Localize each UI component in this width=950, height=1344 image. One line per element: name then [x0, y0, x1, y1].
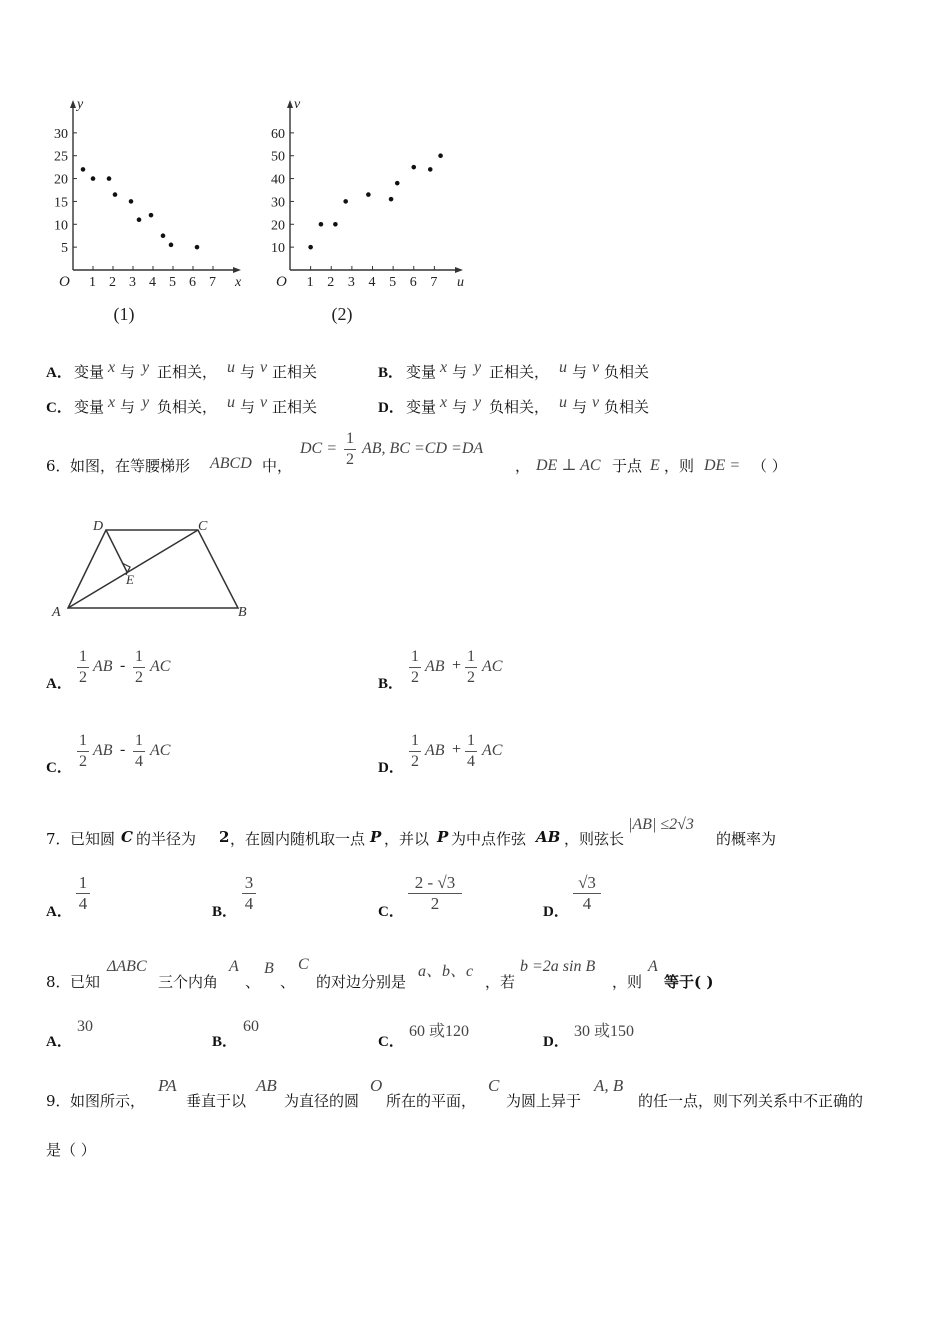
- q7-option-label-d: D．: [543, 904, 569, 920]
- plot-2-x-tick-label: 3: [347, 275, 355, 290]
- plot-1-point-4: [113, 192, 118, 197]
- q7-text-5: 为中点作弦: [451, 830, 527, 848]
- q6-option-label-c: C．: [46, 760, 72, 776]
- q5-option-text-c: 变量: [74, 398, 105, 416]
- q5-option-var-c: x: [108, 394, 116, 411]
- q6-operator-c: -: [120, 741, 126, 758]
- q8-angle-c: C: [298, 956, 309, 973]
- q5-option-var-a: u: [227, 359, 235, 376]
- plot-2-y-tick-label: 10: [271, 241, 285, 257]
- q6-vector-ab-b: AB: [425, 658, 445, 675]
- q6-condition-fraction: [344, 430, 356, 469]
- fraction-bar: [344, 449, 356, 450]
- q6-perpendicular: DE ⊥ AC: [536, 457, 601, 474]
- plot-1-point-2: [91, 176, 96, 181]
- plot-1-origin-label: O: [59, 274, 70, 290]
- label-b: B: [238, 605, 247, 620]
- q8-text-4: 、: [280, 973, 296, 991]
- q6-operator-b: +: [452, 657, 462, 674]
- q6-option-fraction-1-a: [77, 648, 89, 687]
- q8-option-value-d: 30 或150: [574, 1023, 635, 1040]
- denominator: 4: [582, 894, 592, 913]
- plot-2-origin-label: O: [276, 274, 287, 290]
- fraction-bar: [465, 751, 477, 752]
- q5-option-text-a: 正相关: [272, 363, 318, 381]
- plot-1-point-3: [107, 176, 112, 181]
- q7-circle-c: C: [121, 828, 133, 846]
- plot-2-y-tick-label: 30: [271, 195, 285, 211]
- q6-option-fraction-2-d: [465, 732, 477, 771]
- numerator: 3: [244, 873, 254, 892]
- plot-1-caption: (1): [113, 304, 135, 324]
- q9-diameter-ab: AB: [256, 1076, 277, 1095]
- q5-option-var-b: v: [592, 359, 600, 376]
- plot-2-point-3: [333, 222, 338, 227]
- plot-1-x-label: x: [235, 275, 242, 290]
- label-d: D: [93, 519, 104, 534]
- denominator: 2: [79, 669, 87, 686]
- q6-vector-ac-b: AC: [482, 658, 503, 675]
- plot-2-y-tick-label: 20: [271, 218, 285, 234]
- q5-option-label-d: D．: [378, 400, 404, 416]
- numerator: 1: [411, 648, 419, 665]
- q8-text-3: 、: [245, 973, 261, 991]
- q6-option-fraction-2-a: [133, 648, 145, 687]
- q5-option-var-b: u: [559, 359, 567, 376]
- plot-2-x-tick-label: 1: [306, 275, 314, 290]
- q6-text-2: 中，: [262, 457, 293, 475]
- q6-vector-ac-c: AC: [150, 742, 171, 759]
- numerator: √3: [578, 873, 596, 892]
- plot-1-point-9: [169, 243, 174, 248]
- plot-1-point-7: [149, 213, 154, 218]
- q5-option-var-a: y: [142, 359, 150, 376]
- q9-point-c: C: [488, 1076, 500, 1095]
- q7-option-fraction-c: [408, 874, 462, 913]
- q8-text-2: 三个内角: [158, 973, 219, 991]
- denominator: 2: [430, 894, 440, 913]
- plot-2-point-8: [411, 165, 416, 170]
- q6-vector-ab-a: AB: [93, 658, 113, 675]
- q5-option-text-b: 与: [452, 363, 468, 381]
- q6-de-expression: DE =: [704, 457, 741, 474]
- q6-condition-rest: AB, BC =CD =DA: [362, 440, 484, 457]
- q5-option-var-b: y: [474, 359, 482, 376]
- plot-1-point-5: [129, 199, 134, 204]
- q6-text-3: ，: [515, 457, 531, 475]
- q6-number: 6．: [46, 457, 71, 475]
- q6-option-label-b: B．: [378, 676, 404, 692]
- plot-2-x-arrow: [455, 267, 463, 273]
- q8-angle-a2: A: [648, 958, 658, 975]
- denominator: 4: [78, 894, 88, 913]
- q7-number: 7．: [46, 830, 71, 848]
- plot-1-y-tick-label: 5: [61, 241, 68, 257]
- q9-text-line2: 是（ ）: [46, 1141, 96, 1159]
- q5-option-text-a: 与: [120, 363, 136, 381]
- q6-text-5: ，则: [664, 457, 695, 475]
- q5-option-var-c: y: [142, 394, 150, 411]
- plot-2-point-10: [438, 153, 443, 158]
- q7-option-fraction-b: [242, 874, 256, 913]
- denominator: 2: [411, 669, 419, 686]
- plot-1-y-tick-label: 15: [54, 195, 68, 211]
- q5-option-var-d: u: [559, 394, 567, 411]
- q8-option-value-b: 60: [243, 1018, 259, 1035]
- q9-circle-o: O: [370, 1076, 383, 1095]
- q6-vector-ac-a: AC: [150, 658, 171, 675]
- numerator: 2 - √3: [414, 873, 456, 892]
- q5-option-text-b: 变量: [406, 363, 437, 381]
- q5-option-label-a: A．: [46, 365, 72, 381]
- plot-1-y-tick-label: 30: [54, 126, 68, 142]
- plot-1-x-arrow: [233, 267, 241, 273]
- q5-option-text-c: 正相关: [272, 398, 318, 416]
- q8-text-8: 等于( ): [664, 973, 714, 991]
- plot-2-point-6: [389, 197, 394, 202]
- q6-option-fraction-1-b: [409, 648, 421, 687]
- plot-2-x-label: u: [457, 275, 464, 290]
- q5-option-var-d: y: [474, 394, 482, 411]
- label-a: A: [52, 605, 61, 620]
- q8-option-label-a: A．: [46, 1034, 72, 1050]
- q9-line-pa: PA: [158, 1076, 177, 1095]
- q6-vector-ab-d: AB: [425, 742, 445, 759]
- numerator: 1: [467, 648, 475, 665]
- q6-condition-denominator: 2: [346, 451, 354, 468]
- segment-de: [106, 530, 127, 572]
- q5-option-text-d: 负相关，: [489, 398, 550, 416]
- fraction-bar: [409, 667, 421, 668]
- q8-text-7: ，则: [612, 973, 643, 991]
- q5-option-var-d: v: [592, 394, 600, 411]
- plot-2-x-tick-label: 4: [368, 275, 376, 290]
- label-e: E: [126, 572, 134, 587]
- q7-option-fraction-d: [573, 874, 601, 913]
- q6-option-fraction-1-c: [77, 732, 89, 771]
- plot-2-point-1: [308, 245, 313, 250]
- q7-chord-ab: AB: [536, 828, 561, 846]
- q5-option-text-b: 与: [572, 363, 588, 381]
- q7-option-fraction-a: [76, 874, 90, 913]
- numerator: 1: [135, 648, 143, 665]
- q7-point-p1: P: [370, 828, 382, 846]
- q6-trapezoid-name: ABCD: [210, 455, 252, 472]
- q7-option-label-a: A．: [46, 904, 72, 920]
- q8-triangle: ΔABC: [107, 958, 147, 975]
- q5-option-var-a: x: [108, 359, 116, 376]
- plot-1-x-tick-label: 4: [149, 275, 156, 290]
- q6-vector-ab-c: AB: [93, 742, 113, 759]
- q7-option-label-b: B．: [212, 904, 238, 920]
- q6-option-fraction-2-c: [133, 732, 145, 771]
- q8-equation: b =2a sin B: [520, 958, 596, 975]
- q6-text-1: 如图，在等腰梯形: [70, 457, 191, 475]
- fraction-bar: [409, 751, 421, 752]
- q8-number: 8．: [46, 973, 71, 991]
- q8-angle-b: B: [264, 960, 274, 977]
- q6-operator-d: +: [452, 741, 462, 758]
- q9-text-5: 为圆上异于: [506, 1092, 582, 1110]
- q9-text-1: 如图所示，: [70, 1092, 146, 1110]
- q7-point-p2: P: [437, 828, 449, 846]
- q5-option-text-c: 与: [240, 398, 256, 416]
- q6-condition-numerator: 1: [346, 430, 354, 447]
- q8-option-value-a: 30: [77, 1018, 93, 1035]
- denominator: 2: [411, 753, 419, 770]
- plot-1-y-tick-label: 10: [54, 218, 68, 234]
- label-c: C: [198, 519, 208, 534]
- plot-2-y-arrow: [287, 100, 293, 108]
- q9-text-4: 所在的平面，: [386, 1092, 477, 1110]
- q6-option-label-d: D．: [378, 760, 404, 776]
- plot-2-x-tick-label: 5: [389, 275, 397, 290]
- fraction-bar: [465, 667, 477, 668]
- plot-2-x-tick-label: 7: [430, 275, 438, 290]
- plot-2-y-tick-label: 40: [271, 172, 285, 188]
- fraction-bar: [133, 751, 145, 752]
- q9-points-ab: A, B: [594, 1076, 624, 1095]
- plot-1-point-8: [161, 233, 166, 238]
- q6-text-4: 于点: [612, 457, 643, 475]
- plot-1-y-tick-label: 25: [54, 149, 68, 165]
- q5-option-text-d: 与: [452, 398, 468, 416]
- q8-text-5: 的对边分别是: [316, 973, 407, 991]
- q6-option-label-a: A．: [46, 676, 72, 692]
- q5-option-text-b: 负相关: [604, 363, 650, 381]
- numerator: 1: [467, 732, 475, 749]
- denominator: 2: [467, 669, 475, 686]
- q5-option-text-d: 与: [572, 398, 588, 416]
- plot-1-x-tick-label: 5: [169, 275, 176, 290]
- q7-option-label-c: C．: [378, 904, 404, 920]
- q8-text-6: ，若: [485, 973, 516, 991]
- plot-2-point-2: [319, 222, 324, 227]
- plot-2-y-label: v: [294, 97, 301, 112]
- plot-1-point-10: [195, 245, 200, 250]
- q9-text-2: 垂直于以: [186, 1092, 247, 1110]
- q8-option-value-c: 60 或120: [409, 1023, 470, 1040]
- q6-option-fraction-1-d: [409, 732, 421, 771]
- q6-vector-ac-d: AC: [482, 742, 503, 759]
- plot-2-y-tick-label: 60: [271, 126, 285, 142]
- denominator: 4: [135, 753, 143, 770]
- q9-number: 9．: [46, 1092, 71, 1110]
- q5-option-var-d: x: [440, 394, 448, 411]
- plot-2-point-7: [395, 181, 400, 186]
- plot-1-y-label: y: [77, 97, 84, 112]
- plot-2-point-5: [366, 192, 371, 197]
- numerator: 1: [135, 732, 143, 749]
- numerator: 1: [411, 732, 419, 749]
- plot-1-x-tick-label: 7: [209, 275, 216, 290]
- plot-1-x-tick-label: 1: [89, 275, 96, 290]
- plot-2-caption: (2): [331, 304, 353, 324]
- q8-option-label-b: B．: [212, 1034, 238, 1050]
- q7-text-3: ，在圆内随机取一点: [230, 830, 366, 848]
- q5-option-var-c: v: [260, 394, 268, 411]
- plot-1-x-tick-label: 3: [129, 275, 136, 290]
- q5-option-text-a: 变量: [74, 363, 105, 381]
- plot-1-y-arrow: [70, 100, 76, 108]
- plot-1-point-6: [137, 217, 142, 222]
- q7-chord-condition: |AB| ≤2√3: [628, 816, 694, 833]
- q5-option-text-d: 变量: [406, 398, 437, 416]
- q9-text-3: 为直径的圆: [284, 1092, 360, 1110]
- scatter-plots-figure: [0, 90, 480, 340]
- q8-angle-a: A: [229, 958, 239, 975]
- q5-option-label-c: C．: [46, 400, 72, 416]
- denominator: 4: [467, 753, 475, 770]
- q7-text-4: ，并以: [384, 830, 430, 848]
- q8-text-1: 已知: [70, 973, 101, 991]
- q5-option-var-a: v: [260, 359, 268, 376]
- denominator: 2: [135, 669, 143, 686]
- denominator: 2: [79, 753, 87, 770]
- q6-operator-a: -: [120, 657, 126, 674]
- trapezoid-abcd: [68, 530, 238, 608]
- q6-condition-dc: DC =: [300, 440, 338, 457]
- q6-paren: （ ）: [752, 457, 787, 475]
- fraction-bar: [77, 751, 89, 752]
- q9-text-6: 的任一点，则下列关系中不正确的: [638, 1092, 864, 1110]
- plot-2-y-tick-label: 50: [271, 149, 285, 165]
- plot-1-x-tick-label: 6: [189, 275, 196, 290]
- numerator: 1: [79, 648, 87, 665]
- q7-text-6: ，则弦长: [564, 830, 625, 848]
- denominator: 4: [244, 894, 254, 913]
- q8-option-label-c: C．: [378, 1034, 404, 1050]
- q5-option-text-d: 负相关: [604, 398, 650, 416]
- plot-1-point-1: [81, 167, 86, 172]
- q5-option-text-c: 负相关，: [157, 398, 218, 416]
- q7-text-2: 的半径为: [136, 830, 197, 848]
- q8-option-label-d: D．: [543, 1034, 569, 1050]
- q6-point-e: E: [650, 457, 660, 474]
- q7-radius: 2: [219, 828, 230, 846]
- plot-2-point-4: [343, 199, 348, 204]
- numerator: 1: [79, 732, 87, 749]
- q5-option-text-b: 正相关，: [489, 363, 550, 381]
- plot-2-x-tick-label: 6: [409, 275, 417, 290]
- q7-text-1: 已知圆: [70, 830, 116, 848]
- q5-option-var-c: u: [227, 394, 235, 411]
- plot-1-y-tick-label: 20: [54, 172, 68, 188]
- q5-option-text-a: 正相关，: [157, 363, 218, 381]
- q5-option-text-a: 与: [240, 363, 256, 381]
- plot-1-x-tick-label: 2: [109, 275, 116, 290]
- trapezoid-figure: [40, 510, 270, 625]
- plot-2-point-9: [428, 167, 433, 172]
- numerator: 1: [78, 873, 88, 892]
- q5-option-text-c: 与: [120, 398, 136, 416]
- q5-option-label-b: B．: [378, 365, 404, 381]
- q8-sides: a、b、c: [418, 963, 474, 980]
- q7-text-7: 的概率为: [716, 830, 777, 848]
- fraction-bar: [77, 667, 89, 668]
- q6-option-fraction-2-b: [465, 648, 477, 687]
- q5-option-var-b: x: [440, 359, 448, 376]
- plot-2-x-tick-label: 2: [327, 275, 335, 290]
- fraction-bar: [133, 667, 145, 668]
